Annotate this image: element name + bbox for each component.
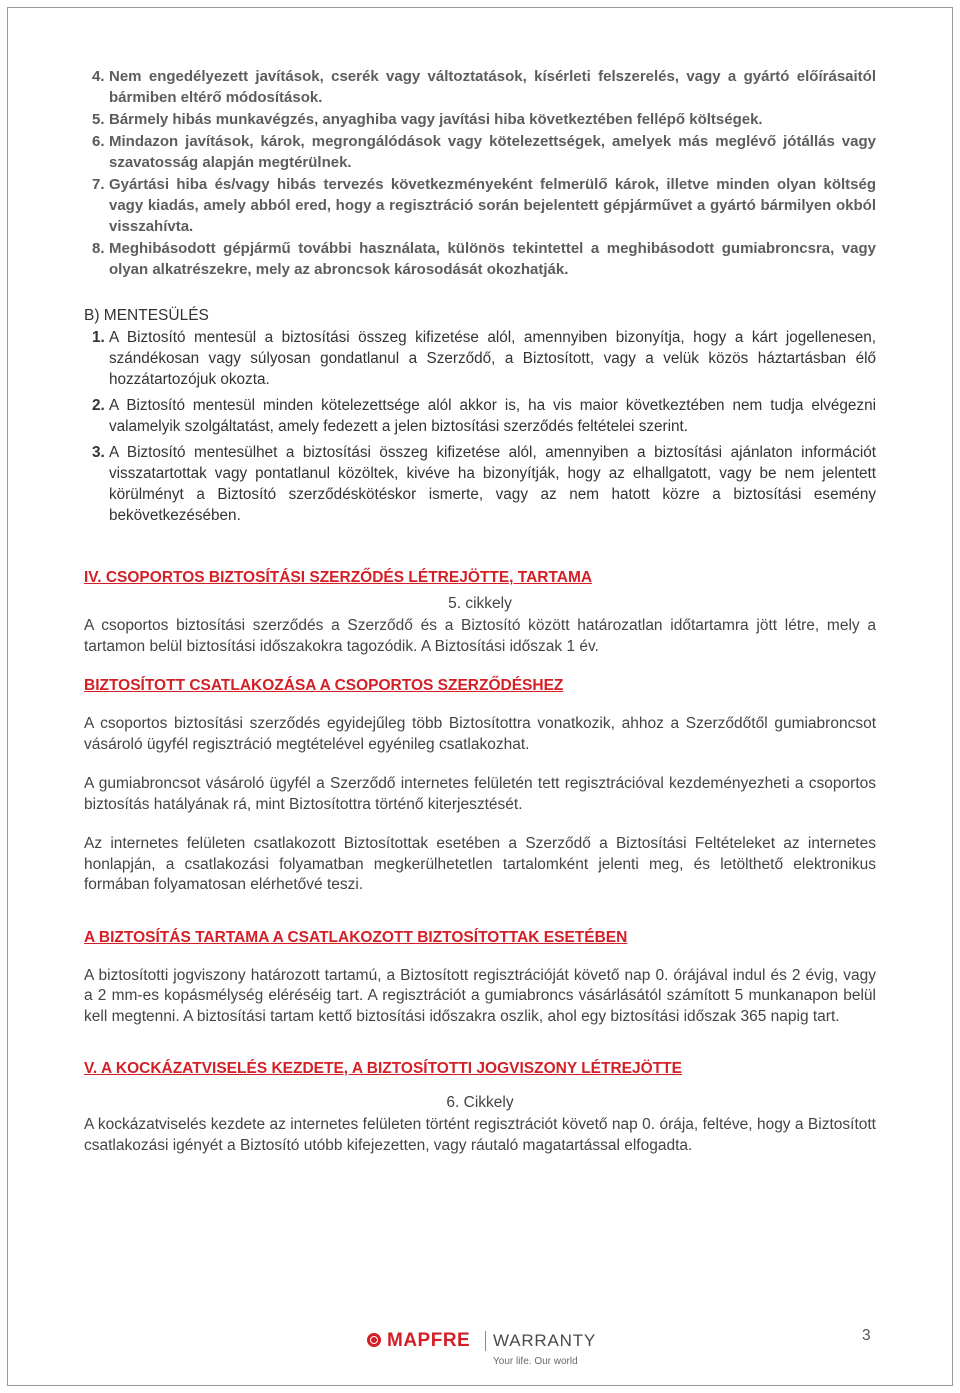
section-join-heading: BIZTOSÍTOTT CSATLAKOZÁSA A CSOPORTOS SZERZŐDÉSHEZ bbox=[84, 677, 564, 694]
list-item: 2. A Biztosító mentesül minden kötelezettsége alól akkor is, ha vis maior következtében nem tudja elvégezni valamelyik szolgáltatást, amely fedezett a jelen biztosítási szerződés feltételei szerint. bbox=[92, 397, 876, 435]
logo-brand-text: MAPFRE bbox=[387, 1330, 471, 1351]
section-b-list bbox=[84, 327, 876, 526]
logo-divider bbox=[485, 1331, 486, 1351]
join-paragraph-2: A gumiabroncsot vásároló ügyfél a Szerződő internetes felületén tett regisztrációval kezdeményezheti a csoportos biztosítás hatályának rá, mint Biztosítottra történő kiterjesztését. bbox=[84, 775, 876, 813]
list-item: 1. A Biztosító mentesül a biztosítási összeg kifizetése alól, amennyiben bizonyítja, hogy a kárt jogellenesen, szándékosan vagy súlyosan gondatlanul a Szerződő, a Biztosított, vagy a velük közös háztartásban élő hozzátartozójuk okozta. bbox=[92, 329, 876, 388]
mapfre-emblem-icon bbox=[367, 1333, 381, 1347]
list-item: 8. Meghibásodott gépjármű további használata, különös tekintettel a meghibásodott gumiabroncsra, vagy olyan alkatrészekre, mely az abroncsok károsodását okozhatják. bbox=[92, 240, 876, 278]
page-content bbox=[84, 66, 876, 1156]
join-paragraph-3: Az internetes felületen csatlakozott Biztosítottak esetében a Szerződő a Biztosítási Feltételeket az internetes honlapján, a csatlakozási folyamatban megkerülhetetlen tartalomként jelenti meg, és letölthető elektronikus formában folyamatosan elérhetővé teszi. bbox=[84, 835, 876, 893]
section-term-heading: A BIZTOSÍTÁS TARTAMA A CSATLAKOZOTT BIZTOSÍTOTTAK ESETÉBEN bbox=[84, 928, 628, 946]
mapfre-warranty-logo bbox=[367, 1330, 597, 1372]
list-item: 5. Bármely hibás munkavégzés, anyaghiba vagy javítási hiba következtében fellépő költségek. bbox=[92, 111, 763, 128]
logo-tagline: Your life. Our world bbox=[493, 1356, 578, 1367]
section-v-paragraph: A kockázatviselés kezdete az internetes felületen történt regisztrációt követő nap 0. órája, feltéve, hogy a Biztosított csatlakozási igényét a Biztosító utóbb kifejezetten, vagy ráutaló magatartással elfogadta. bbox=[84, 1116, 876, 1154]
article-6-label: 6. Cikkely bbox=[446, 1094, 514, 1111]
list-item: 7. Gyártási hiba és/vagy hibás tervezés következményeként felmerülő károk, illetve minden olyan költség vagy kiadás, amely abból ered, hogy a regisztráció során bejelentett gépjárművet a gyártó bármilyen okból visszahívta. bbox=[92, 176, 876, 235]
section-b-title: B) MENTESÜLÉS bbox=[84, 307, 209, 324]
section-iv-paragraph: A csoportos biztosítási szerződés a Szerződő és a Biztosító között határozatlan időtartamra jött létre, mely a tartamon belül biztosítási időszakokra tagozódik. A Biztosítási időszak 1 év. bbox=[84, 617, 876, 655]
logo-product-text: WARRANTY bbox=[493, 1331, 597, 1350]
list-item: 6. Mindazon javítások, károk, megrongálódások vagy kötelezettségek, amelyek más meglévő jótállás vagy szavatosság alapján megtérülnek. bbox=[92, 133, 876, 171]
article-5-label: 5. cikkely bbox=[448, 595, 512, 612]
section-v-heading: V. A KOCKÁZATVISELÉS KEZDETE, A BIZTOSÍTOTTI JOGVISZONY LÉTREJÖTTE bbox=[84, 1060, 682, 1077]
join-paragraph-1: A csoportos biztosítási szerződés egyidejűleg több Biztosítottra vonatkozik, ahhoz a Szerződőtől gumiabroncsot vásároló ügyfél regisztráció megtételével egyénileg csatlakozhat. bbox=[84, 715, 876, 753]
section-iv-heading: IV. CSOPORTOS BIZTOSÍTÁSI SZERZŐDÉS LÉTREJÖTTE, TARTAMA bbox=[84, 569, 593, 586]
exclusions-list bbox=[84, 66, 876, 280]
list-item: 3. A Biztosító mentesülhet a biztosítási összeg kifizetése alól, amennyiben a biztosítási ajánlaton információt visszatartottak vagy pontatlanul közöltek, kivéve ha bizonyítják, hogy az elhallgatott, vagy be nem jelentett körülményt a Biztosító szerződéskötéskor ismerte, vagy az nem hatott közre a biztosítási esemény bekövetkezésében. bbox=[92, 444, 876, 524]
list-item: 4. Nem engedélyezett javítások, cserék vagy változtatások, kísérleti felszerelés, vagy a gyártó előírásaitól bármiben eltérő módosítások. bbox=[92, 68, 876, 106]
term-paragraph: A biztosítotti jogviszony határozott tartamú, a Biztosított regisztrációját követő nap 0. órájával indul és 2 évig, vagy a 2 mm-es kopásmélység eléréséig tart. A regisztrációt a gumiabroncs vásárlásától számított 5 munkanapon belül kell megtenni. A biztosítási tartam kettő biztosítási időszakra oszlik, ahol egy biztosítási időszak 365 napig tart. bbox=[84, 966, 876, 1025]
page-number: 3 bbox=[862, 1327, 871, 1344]
